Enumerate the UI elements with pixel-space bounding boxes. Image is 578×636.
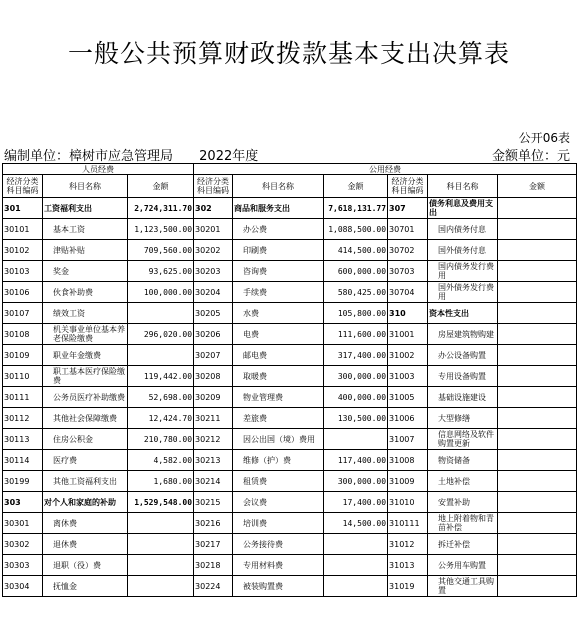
cell-code: 30204 (194, 282, 233, 303)
compiling-unit: 编制单位：樟树市应急管理局 (4, 149, 174, 164)
cell-code: 31008 (388, 450, 428, 471)
cell-name: 邮电费 (233, 345, 324, 366)
table-row (3, 240, 577, 261)
cell-code: 30207 (194, 345, 233, 366)
cell-code: 31006 (388, 408, 428, 429)
cell-code: 310111 (388, 513, 428, 534)
cell-code: 31002 (388, 345, 428, 366)
cell-amount (498, 408, 577, 429)
cell-name: 拆迁补偿 (428, 534, 498, 555)
cell-amount: 4,582.00 (128, 450, 194, 471)
cell-amount (498, 303, 577, 324)
cell-amount: 580,425.00 (324, 282, 388, 303)
column-header-code: 经济分类科目编码 (194, 175, 233, 198)
cell-code: 30106 (3, 282, 43, 303)
cell-amount: 93,625.00 (128, 261, 194, 282)
cell-name: 公务接待费 (233, 534, 324, 555)
cell-code: 31009 (388, 471, 428, 492)
cell-amount (324, 555, 388, 576)
cell-name: 商品和服务支出 (233, 198, 324, 219)
column-header-code: 经济分类科目编码 (3, 175, 43, 198)
cell-name: 伙食补助费 (43, 282, 128, 303)
table-row (3, 534, 577, 555)
cell-amount (498, 513, 577, 534)
cell-code: 30209 (194, 387, 233, 408)
cell-code: 31010 (388, 492, 428, 513)
cell-amount: 100,000.00 (128, 282, 194, 303)
cell-name: 国内债务发行费用 (428, 261, 498, 282)
cell-name: 物资储备 (428, 450, 498, 471)
cell-code: 30111 (3, 387, 43, 408)
cell-name: 工资福利支出 (43, 198, 128, 219)
column-header-amount: 金额 (498, 175, 577, 198)
cell-amount (128, 303, 194, 324)
cell-name: 抚恤金 (43, 576, 128, 597)
cell-code: 30216 (194, 513, 233, 534)
cell-code: 30215 (194, 492, 233, 513)
cell-code: 30208 (194, 366, 233, 387)
cell-code: 310 (388, 303, 428, 324)
expenditure-table (2, 163, 577, 597)
cell-name: 奖金 (43, 261, 128, 282)
cell-code: 30214 (194, 471, 233, 492)
cell-name: 其他工资福利支出 (43, 471, 128, 492)
column-header-row (3, 175, 577, 198)
cell-name: 资本性支出 (428, 303, 498, 324)
cell-name: 被装购置费 (233, 576, 324, 597)
cell-code: 31001 (388, 324, 428, 345)
cell-code: 30704 (388, 282, 428, 303)
cell-code: 31005 (388, 387, 428, 408)
cell-amount (498, 450, 577, 471)
column-header-amount: 金额 (324, 175, 388, 198)
cell-code: 30113 (3, 429, 43, 450)
cell-name: 其他社会保障缴费 (43, 408, 128, 429)
cell-name: 津贴补贴 (43, 240, 128, 261)
cell-name: 国外债务发行费用 (428, 282, 498, 303)
cell-name: 离休费 (43, 513, 128, 534)
cell-amount: 300,000.00 (324, 366, 388, 387)
cell-name: 国外债务付息 (428, 240, 498, 261)
cell-name: 职业年金缴费 (43, 345, 128, 366)
cell-amount (498, 240, 577, 261)
cell-name: 机关事业单位基本养老保险缴费 (43, 324, 128, 345)
cell-code: 31019 (388, 576, 428, 597)
cell-amount (128, 555, 194, 576)
column-header-code: 经济分类科目编码 (388, 175, 428, 198)
cell-amount (498, 555, 577, 576)
table-row (3, 471, 577, 492)
cell-amount: 111,600.00 (324, 324, 388, 345)
cell-amount: 12,424.70 (128, 408, 194, 429)
cell-name: 债务利息及费用支出 (428, 198, 498, 219)
cell-code: 30112 (3, 408, 43, 429)
group-header-personnel: 人员经费 (3, 164, 194, 175)
table-row (3, 303, 577, 324)
cell-amount: 317,400.00 (324, 345, 388, 366)
cell-code: 30205 (194, 303, 233, 324)
cell-name: 因公出国（境）费用 (233, 429, 324, 450)
report-meta (4, 145, 258, 164)
cell-amount (128, 345, 194, 366)
table-row (3, 219, 577, 240)
cell-name: 取暖费 (233, 366, 324, 387)
cell-code: 30108 (3, 324, 43, 345)
cell-amount: 17,400.00 (324, 492, 388, 513)
cell-name: 信息网络及软件购置更新 (428, 429, 498, 450)
group-header-row (3, 164, 577, 175)
cell-amount: 210,780.00 (128, 429, 194, 450)
cell-amount: 414,500.00 (324, 240, 388, 261)
table-row (3, 345, 577, 366)
cell-amount: 600,000.00 (324, 261, 388, 282)
cell-code: 303 (3, 492, 43, 513)
table-row (3, 429, 577, 450)
cell-code: 31003 (388, 366, 428, 387)
cell-name: 办公费 (233, 219, 324, 240)
cell-name: 土地补偿 (428, 471, 498, 492)
cell-code: 30212 (194, 429, 233, 450)
cell-code: 30199 (3, 471, 43, 492)
cell-code: 30304 (3, 576, 43, 597)
cell-amount (324, 429, 388, 450)
cell-name: 维修（护）费 (233, 450, 324, 471)
cell-code: 307 (388, 198, 428, 219)
cell-amount (498, 219, 577, 240)
cell-name: 公务用车购置 (428, 555, 498, 576)
cell-name: 印刷费 (233, 240, 324, 261)
table-row (3, 513, 577, 534)
cell-amount (498, 492, 577, 513)
cell-name: 地上附着物和青苗补偿 (428, 513, 498, 534)
column-header-name: 科目名称 (233, 175, 324, 198)
cell-amount: 14,500.00 (324, 513, 388, 534)
cell-amount (498, 471, 577, 492)
cell-amount: 7,618,131.77 (324, 198, 388, 219)
cell-code: 30107 (3, 303, 43, 324)
cell-amount: 52,698.00 (128, 387, 194, 408)
cell-amount (498, 534, 577, 555)
cell-amount: 105,800.00 (324, 303, 388, 324)
table-row (3, 555, 577, 576)
cell-name: 退休费 (43, 534, 128, 555)
cell-name: 专用材料费 (233, 555, 324, 576)
cell-amount: 709,560.00 (128, 240, 194, 261)
cell-amount: 1,529,548.00 (128, 492, 194, 513)
cell-name: 水费 (233, 303, 324, 324)
cell-code: 30109 (3, 345, 43, 366)
cell-code: 30702 (388, 240, 428, 261)
cell-code: 30218 (194, 555, 233, 576)
cell-name: 专用设备购置 (428, 366, 498, 387)
cell-amount (324, 534, 388, 555)
cell-name: 房屋建筑物购建 (428, 324, 498, 345)
table-row (3, 324, 577, 345)
report-year: 2022年度 (199, 149, 259, 164)
cell-amount: 296,020.00 (128, 324, 194, 345)
cell-name: 退职（役）费 (43, 555, 128, 576)
cell-amount (498, 282, 577, 303)
cell-amount (128, 534, 194, 555)
group-header-public: 公用经费 (194, 164, 577, 175)
form-code: 公开06表 (518, 131, 570, 145)
cell-name: 国内债务付息 (428, 219, 498, 240)
cell-code: 30701 (388, 219, 428, 240)
cell-code: 30303 (3, 555, 43, 576)
cell-name: 住房公积金 (43, 429, 128, 450)
cell-code: 30201 (194, 219, 233, 240)
table-row (3, 366, 577, 387)
cell-code: 30110 (3, 366, 43, 387)
cell-code: 30301 (3, 513, 43, 534)
cell-code: 30101 (3, 219, 43, 240)
cell-name: 其他交通工具购置 (428, 576, 498, 597)
cell-name: 办公设备购置 (428, 345, 498, 366)
cell-name: 差旅费 (233, 408, 324, 429)
cell-amount: 130,500.00 (324, 408, 388, 429)
cell-name: 公务员医疗补助缴费 (43, 387, 128, 408)
cell-amount (498, 261, 577, 282)
cell-amount (498, 324, 577, 345)
cell-amount: 117,400.00 (324, 450, 388, 471)
cell-amount (498, 345, 577, 366)
cell-code: 30114 (3, 450, 43, 471)
cell-amount: 300,000.00 (324, 471, 388, 492)
cell-code: 30213 (194, 450, 233, 471)
cell-code: 30217 (194, 534, 233, 555)
cell-name: 咨询费 (233, 261, 324, 282)
cell-amount: 1,088,500.00 (324, 219, 388, 240)
amount-unit: 金额单位：元 (491, 149, 570, 164)
cell-code: 30302 (3, 534, 43, 555)
cell-code: 30224 (194, 576, 233, 597)
cell-amount: 1,680.00 (128, 471, 194, 492)
cell-code: 31007 (388, 429, 428, 450)
table-row (3, 282, 577, 303)
column-header-amount: 金额 (128, 175, 194, 198)
cell-name: 基本工资 (43, 219, 128, 240)
cell-code: 30102 (3, 240, 43, 261)
table-row (3, 492, 577, 513)
cell-name: 培训费 (233, 513, 324, 534)
cell-code: 30206 (194, 324, 233, 345)
cell-code: 30103 (3, 261, 43, 282)
cell-code: 30211 (194, 408, 233, 429)
cell-amount (128, 513, 194, 534)
cell-amount (498, 198, 577, 219)
cell-amount (324, 576, 388, 597)
cell-name: 对个人和家庭的补助 (43, 492, 128, 513)
cell-name: 基础设施建设 (428, 387, 498, 408)
cell-name: 大型修缮 (428, 408, 498, 429)
cell-name: 安置补助 (428, 492, 498, 513)
table-row (3, 576, 577, 597)
cell-name: 物业管理费 (233, 387, 324, 408)
cell-amount (128, 576, 194, 597)
cell-code: 30703 (388, 261, 428, 282)
table-row (3, 198, 577, 219)
cell-name: 会议费 (233, 492, 324, 513)
cell-name: 租赁费 (233, 471, 324, 492)
cell-code: 302 (194, 198, 233, 219)
cell-amount (498, 576, 577, 597)
table-row (3, 387, 577, 408)
cell-amount (498, 366, 577, 387)
column-header-name: 科目名称 (43, 175, 128, 198)
cell-code: 30202 (194, 240, 233, 261)
table-row (3, 408, 577, 429)
cell-code: 31013 (388, 555, 428, 576)
cell-name: 绩效工资 (43, 303, 128, 324)
cell-amount (498, 429, 577, 450)
page-title: 一般公共预算财政拨款基本支出决算表 (67, 39, 510, 68)
column-header-name: 科目名称 (428, 175, 498, 198)
cell-code: 31012 (388, 534, 428, 555)
cell-code: 301 (3, 198, 43, 219)
cell-name: 手续费 (233, 282, 324, 303)
cell-amount: 400,000.00 (324, 387, 388, 408)
cell-amount: 2,724,311.70 (128, 198, 194, 219)
cell-amount: 119,442.00 (128, 366, 194, 387)
cell-amount (498, 387, 577, 408)
cell-code: 30203 (194, 261, 233, 282)
cell-amount: 1,123,500.00 (128, 219, 194, 240)
cell-name: 职工基本医疗保险缴费 (43, 366, 128, 387)
table-row (3, 450, 577, 471)
cell-name: 医疗费 (43, 450, 128, 471)
table-row (3, 261, 577, 282)
cell-name: 电费 (233, 324, 324, 345)
